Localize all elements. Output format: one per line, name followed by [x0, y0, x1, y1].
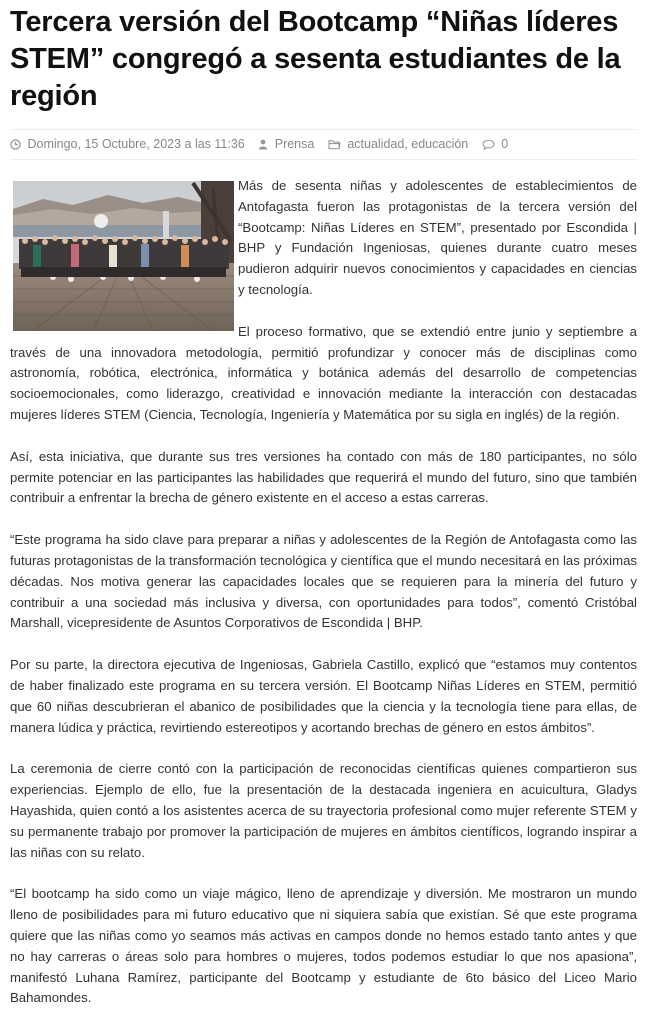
- meta-categories: [328, 130, 468, 159]
- meta-author[interactable]: [258, 130, 314, 159]
- paragraph-5: Por su parte, la directora ejecutiva de Ingeniosas, Gabriela Castillo, explicó que “estamos muy contentos de haber finalizado este programa en su tercera versión. El Bootcamp Niñas Líderes en STEM, permitió que 60 niñas descubrieran el abanico de posibilidades que la ciencia y la tecnología tiene para ellas, de manera lúdica y práctica, revirtiendo estereotipos y acortando brechas de género en estos ámbitos”.: [10, 657, 637, 735]
- category-separator: ,: [404, 137, 412, 151]
- paragraph-4: “Este programa ha sido clave para preparar a niñas y adolescentes de la Región de Antofagasta como las futuras protagonistas de la transformación tecnológica y científica que el mundo necesitará en las próximas décadas. Nos motiva generar las capacidades locales que se requieren para la minería del futuro y contribuir a una sociedad más inclusiva y diversa, con oportunidades para todos”, comentó Cristóbal Marshall, vicepresidente de Asuntos Corporativos de Escondida | BHP.: [10, 532, 637, 631]
- article-meta: [10, 129, 638, 160]
- paragraph-7: “El bootcamp ha sido como un viaje mágico, lleno de aprendizaje y diversión. Me mostraron un mundo lleno de posibilidades para mi futuro educativo que ni siquiera sabía que existían. Sé que este programa quiere que las niñas como yo seamos más activas en campos donde no hemos estado tanto antes y que no hay carreras o áreas solo para hombres o mujeres, todos podemos estudiar lo que nos apasiona”, manifestó Luhana Ramírez, participante del Bootcamp y estudiante de 6to básico del Liceo Mario Bahamondes.: [10, 886, 637, 1006]
- folder-icon: [328, 137, 347, 151]
- paragraph-3: Así, esta iniciativa, que durante sus tres versiones ha contado con más de 180 participantes, no sólo permite potenciar en las participantes las habilidades que requerirá el mundo del futuro, sino que también contribuir a enfrentar la brecha de género existente en el acceso a estas carreras.: [10, 448, 637, 506]
- paragraph-6: La ceremonia de cierre contó con la participación de reconocidas científicas quienes compartieron sus experiencias. Ejemplo de ello, fue la presentación de la destacada ingeniera en acuicultura, Gladys Hayashida, quien contó a los asistentes acerca de su trayectoria profesional como mujer referente STEM y su permanente trabajo por promover la participación de mujeres en ámbitos científicos, logrando inspirar a las niñas con su relato.: [10, 761, 637, 860]
- meta-comments[interactable]: [482, 130, 508, 159]
- author-link[interactable]: Prensa: [274, 137, 315, 151]
- article-body: [10, 176, 637, 1030]
- photo-float-space: [10, 177, 238, 329]
- date-text: Domingo, 15 Octubre, 2023 a las 11:36: [27, 137, 245, 151]
- category-link-educacion[interactable]: educación: [411, 137, 469, 151]
- paragraph-1: Más de sesenta niñas y adolescentes de establecimientos de Antofagasta fueron las protagonistas de la tercera versión del “Bootcamp: Niñas Líderes en STEM”, presentado por Escondida | BHP y Fundación Ingeniosas, quienes durante cuatro meses pudieron adquirir nuevos conocimientos y capacidades en ciencias y tecnología.: [238, 178, 637, 297]
- article-title: Tercera versión del Bootcamp “Niñas líderes STEM” congregó a sesenta estudiantes de la región: [10, 6, 621, 112]
- user-icon: [258, 137, 274, 151]
- category-link-actualidad[interactable]: actualidad: [347, 137, 405, 151]
- clock-icon: [10, 137, 27, 151]
- comment-icon: [482, 137, 501, 151]
- paragraph-2: El proceso formativo, que se extendió entre junio y septiembre a través de una innovadora metodología, permitió profundizar y conocer más de disciplinas como astronomía, robótica, electrónica, informática y botánica además del desarrollo de competencias socioemocionales, como liderazgo, creatividad e innovación mediante la interacción con destacadas mujeres líderes STEM (Ciencia, Tecnología, Ingeniería y Matemática por su sigla en inglés) de la región.: [10, 323, 637, 422]
- meta-date: [10, 130, 245, 159]
- comments-count[interactable]: 0: [501, 137, 509, 151]
